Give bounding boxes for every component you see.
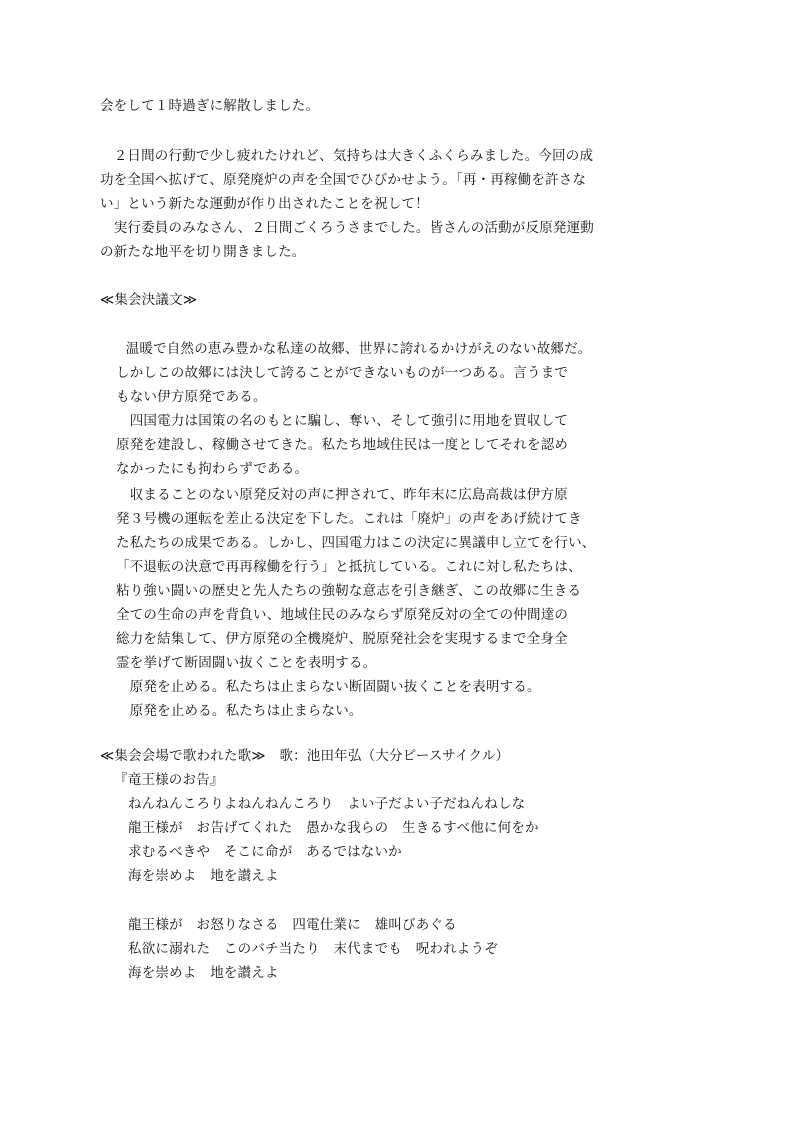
resolution-line: 原発を止める。私たちは止まらない。 — [116, 703, 363, 719]
resolution-line: 総力を結集して、伊方原発の全機廃炉、脱原発社会を実現するまで全身全 — [116, 631, 568, 647]
resolution-line: 温暖で自然の恵み豊かな私達の故郷、世界に誇れるかけがえのない故郷だ。 — [112, 341, 592, 357]
paragraph-line: い」という新たな運動が作り出されたことを祝して！ — [100, 196, 429, 212]
song-line: 海を崇めよ 地を讃えよ — [128, 965, 279, 981]
song-line: 求むるべきや そこに命が あるではないか — [128, 844, 402, 860]
resolution-line: なかったにも拘わらずである。 — [116, 461, 309, 477]
resolution-line: た私たちの成果である。しかし、四国電力はこの決定に異議申し立てを行い、 — [116, 535, 596, 551]
paragraph-line: ２日間の行動で少し疲れたけれど、気持ちは大きくふくらみました。今回の成 — [100, 148, 594, 164]
paragraph-line: の新たな地平を切り開きました。 — [100, 244, 306, 260]
resolution-line: 全ての生命の声を背負い、地域住民のみならず原発反対の全ての仲間達の — [116, 607, 569, 623]
resolution-line: しかしこの故郷には決して誇ることができないものが一つある。言うまで — [116, 365, 569, 381]
paragraph-line: 功を全国へ拡げて、原発廃炉の声を全国でひびかせよう。「再・再稼働を許さな — [100, 172, 587, 188]
song-title: 『竜王様のお告』 — [114, 772, 224, 788]
resolution-line: 収まることのない原発反対の声に押されて、昨年末に広島高裁は伊方原 — [116, 487, 568, 503]
song-line: 龍王様が お告げてくれた 愚かな我らの 生きるすべ他に何をか — [128, 820, 539, 836]
song-line: 海を崇めよ 地を讃えよ — [128, 868, 279, 884]
resolution-line: 霊を挙げて断固闘い抜くことを表明する。 — [116, 655, 377, 671]
resolution-line: 原発を止める。私たちは止まらない断固闘い抜くことを表明する。 — [116, 679, 541, 695]
song-line: 龍王様が お怒りなさる 四電仕業に 雄叫びあぐる — [128, 917, 457, 933]
resolution-line: 原発を建設し、稼働させてきた。私たち地域住民は一度としてそれを認め — [116, 437, 569, 453]
resolution-line: 発３号機の運転を差止る決定を下した。これは「廃炉」の声をあげ続けてき — [116, 511, 582, 527]
resolution-line: 四国電力は国策の名のもとに騙し、奪い、そして強引に用地を買収して — [116, 413, 569, 429]
song-line: ねんねんころりよねんねんころり よい子だよい子だねんねしな — [128, 796, 526, 812]
resolution-heading: ≪集会決議文≫ — [100, 292, 198, 308]
resolution-line: 粘り強い闘いの歴史と先人たちの強靭な意志を引き継ぎ、この故郷に生きる — [116, 583, 582, 599]
resolution-line: 「不退転の決意で再再稼働を行う」と抵抗している。これに対し私たちは、 — [116, 559, 582, 575]
song-heading: ≪集会会場で歌われた歌≫ 歌：池田年弘（大分ピースサイクル） — [100, 748, 510, 764]
paragraph-line: 実行委員のみなさん、２日間ごくろうさまでした。皆さんの活動が反原発運動 — [100, 220, 595, 236]
song-line: 私欲に溺れた このバチ当たり 末代までも 呪われようぞ — [128, 941, 498, 957]
intro-line: 会をして１時過ぎに解散しました。 — [100, 98, 320, 114]
resolution-line: もない伊方原発である。 — [116, 389, 267, 405]
